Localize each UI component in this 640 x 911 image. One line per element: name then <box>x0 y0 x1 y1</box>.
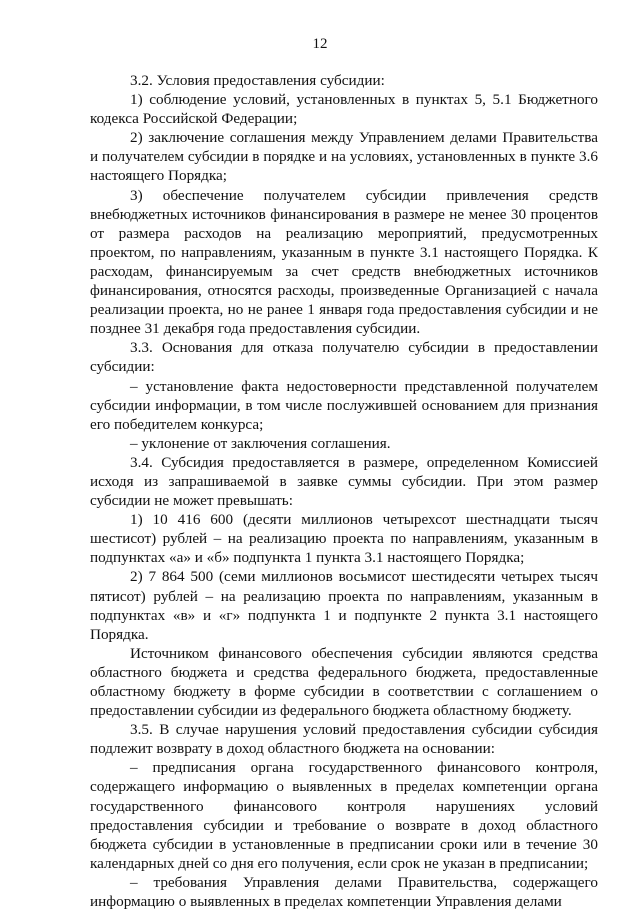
paragraph-condition-1: 1) соблюдение условий, установленных в пунктах 5, 5.1 Бюджетного кодекса Российской Федерации; <box>90 91 598 128</box>
paragraph-funding-source: Источником финансового обеспечения субсидии являются средства областного бюджета и средства федерального бюджета, предоставленные областному бюджету в форме субсидии в соответствии с соглашением о предоставлении субсидии из федерального бюджета областному бюджету. <box>90 644 598 720</box>
paragraph-3-2-heading: 3.2. Условия предоставления субсидии: <box>130 72 385 89</box>
paragraph-condition-3: 3) обеспечение получателем субсидии привлечения средств внебюджетных источников финансирования в размере не менее 30 процентов от размера расходов на реализацию мероприятий, предусмотренных проектом, по направлениям, указанным в пункте 3.1 настоящего Порядка. К расходам, финансируемым за счет средств внебюджетных источников финансирования, относятся расходы, произведенные Организацией с начала реализации проекта, но не ранее 1 января года предоставления субсидии и не позднее 31 декабря года предоставления субсидии. <box>90 186 598 338</box>
paragraph-3-4: 3.4. Субсидия предоставляется в размере, определенном Комиссией исходя из запрашиваемой в заявке суммы субсидии. При этом размер субсидии не может превышать: <box>90 453 598 510</box>
document-body <box>90 71 598 911</box>
paragraph-limit-1: 1) 10 416 600 (десяти миллионов четырехсот шестнадцати тысяч шестисот) рублей – на реализацию проекта по направлениям, указанным в подпунктах «а» и «б» подпункта 1 пункта 3.1 настоящего Порядка; <box>90 511 598 567</box>
page-number: 12 <box>312 36 328 52</box>
paragraph-return-basis-1: – предписания органа государственного финансового контроля, содержащего информацию о выявленных в пределах компетенции органа государственного финансового контроля нарушениях условий предоставления субсидии и требование о возврате в доход областного бюджета субсидии в установленные в предписании сроки или в течение 30 календарных дней со дня его получения, если срок не указан в предписании; <box>90 759 598 872</box>
paragraph-return-basis-2: – требования Управления делами Правительства, содержащего информацию о выявленных в пределах компетенции Управления делами <box>90 873 598 911</box>
paragraph-3-5: 3.5. В случае нарушения условий предоставления субсидии субсидия подлежит возврату в доход областного бюджета на основании: <box>90 721 598 758</box>
paragraph-refusal-1: – установление факта недостоверности представленной получателем субсидии информации, в том числе послужившей основанием для признания его победителем конкурса; <box>90 377 598 433</box>
paragraph-limit-2: 2) 7 864 500 (семи миллионов восьмисот шестидесяти четырех тысяч пятисот) рублей – на реализацию проекта по направлениям, указанным в подпунктах «в» и «г» подпункта 1 и подпункте 2 пункта 3.1 настоящего Порядка. <box>90 568 598 643</box>
paragraph-refusal-2: – уклонение от заключения соглашения. <box>130 434 391 452</box>
paragraph-condition-2: 2) заключение соглашения между Управлением делами Правительства и получателем субсидии в порядке и на условиях, установленных в пункте 3.6 настоящего Порядка; <box>90 129 598 185</box>
paragraph-3-3-heading: 3.3. Основания для отказа получателю субсидии в предоставлении субсидии: <box>90 339 598 376</box>
